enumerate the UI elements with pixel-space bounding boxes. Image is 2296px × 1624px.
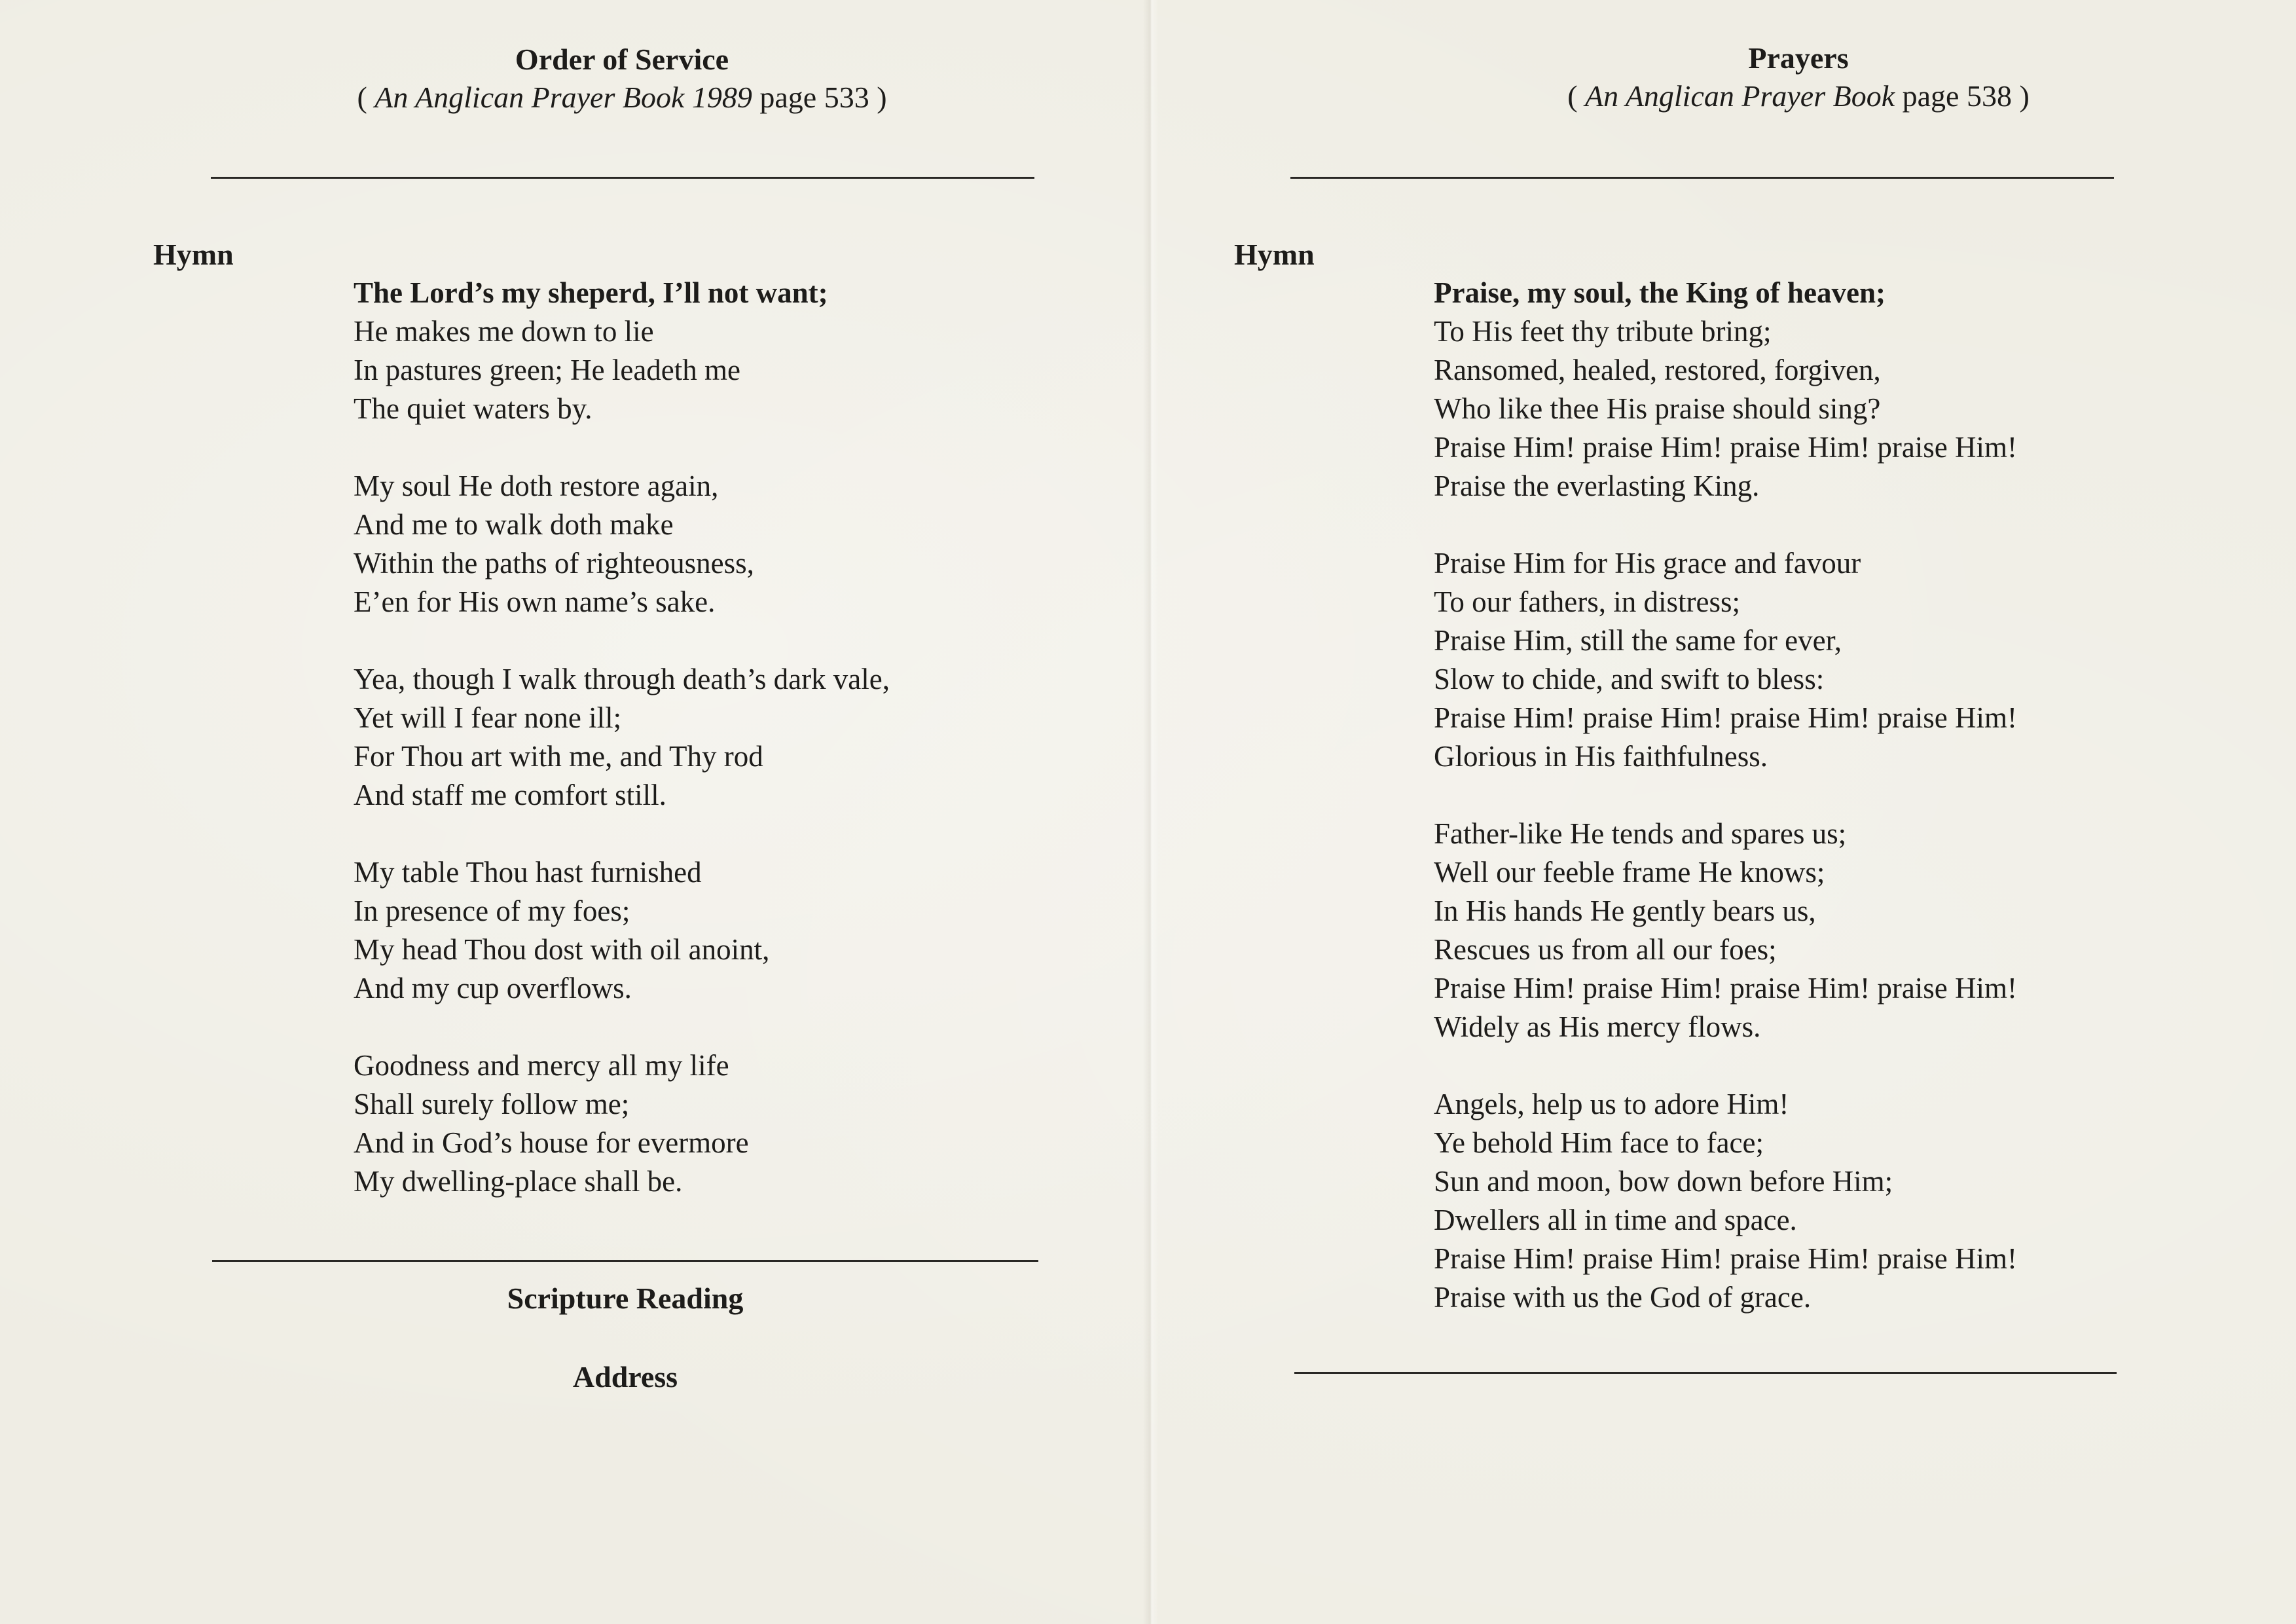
hymn-stanza [354, 274, 890, 428]
hymn-line: Widely as His mercy flows. [1434, 1010, 1761, 1043]
hymn-line: And staff me comfort still. [354, 779, 666, 811]
hymn-line: Praise the everlasting King. [1434, 470, 1760, 502]
hymn-first-line: The Lord’s my sheperd, I’ll not want; [354, 276, 828, 309]
hymn-line: Angels, help us to adore Him! [1434, 1088, 1789, 1120]
right-hymn-text [1434, 274, 2017, 1317]
hymn-line: And in God’s house for evermore [354, 1126, 749, 1159]
hymn-line: And my cup overflows. [354, 972, 632, 1005]
hymn-line: My soul He doth restore again, [354, 470, 719, 502]
hymn-stanza [354, 853, 890, 1008]
prayers-title: Prayers [1748, 41, 1849, 75]
hymn-stanza [1434, 544, 2017, 776]
hymn-line: Praise Him! praise Him! praise Him! praise Him! [1434, 1242, 2018, 1275]
hymn-line: In pastures green; He leadeth me [354, 354, 740, 386]
left-page [0, 0, 1146, 1624]
hymn-stanza [354, 1046, 890, 1201]
right-subtitle-open: ( [1567, 79, 1586, 113]
hymn-line: Ransomed, healed, restored, forgiven, [1434, 354, 1881, 386]
right-top-rule [1290, 177, 2114, 179]
left-hymn-label: Hymn [153, 238, 234, 271]
hymn-line: Rescues us from all our foes; [1434, 933, 1777, 966]
left-header [275, 41, 969, 117]
hymn-line: Praise Him! praise Him! praise Him! praise Him! [1434, 431, 2018, 464]
hymn-line: Sun and moon, bow down before Him; [1434, 1165, 1893, 1198]
hymn-stanza [354, 467, 890, 621]
hymn-line: Slow to chide, and swift to bless: [1434, 663, 1825, 695]
hymn-line: The quiet waters by. [354, 392, 592, 425]
right-subtitle-page: page 538 ) [1895, 79, 2030, 113]
right-subtitle [1432, 77, 2165, 115]
hymn-line: Shall surely follow me; [354, 1088, 630, 1120]
right-bottom-rule [1294, 1372, 2117, 1374]
left-subtitle-book: An Anglican Prayer Book 1989 [374, 81, 752, 114]
hymn-line: To our fathers, in distress; [1434, 585, 1741, 618]
hymn-line: He makes me down to lie [354, 315, 654, 348]
right-hymn-label: Hymn [1234, 238, 1315, 271]
hymn-line: E’en for His own name’s sake. [354, 585, 716, 618]
scripture-reading-heading: Scripture Reading [507, 1282, 744, 1315]
hymn-first-line: Praise, my soul, the King of heaven; [1434, 276, 1886, 309]
right-page [1150, 0, 2296, 1624]
left-bottom-rule [212, 1260, 1038, 1262]
hymn-line: Praise Him, still the same for ever, [1434, 624, 1842, 657]
hymn-stanza [354, 660, 890, 815]
hymn-line: Who like thee His praise should sing? [1434, 392, 1881, 425]
left-top-rule [211, 177, 1034, 179]
hymn-line: For Thou art with me, and Thy rod [354, 740, 763, 773]
hymn-line: Praise Him! praise Him! praise Him! praise Him! [1434, 972, 2018, 1005]
hymn-stanza [1434, 274, 2017, 506]
hymn-stanza [1434, 1085, 2017, 1317]
hymn-line: In presence of my foes; [354, 895, 630, 927]
hymn-line: Father-like He tends and spares us; [1434, 817, 1847, 850]
order-of-service-title: Order of Service [515, 43, 729, 76]
hymn-line: Within the paths of righteousness, [354, 547, 754, 580]
hymn-line: My dwelling-place shall be. [354, 1165, 683, 1198]
hymn-line: Well our feeble frame He knows; [1434, 856, 1825, 889]
hymn-line: Yet will I fear none ill; [354, 701, 622, 734]
left-subtitle-page: page 533 ) [752, 81, 887, 114]
hymn-line: Praise with us the God of grace. [1434, 1281, 1812, 1314]
address-heading: Address [572, 1360, 678, 1393]
hymn-stanza [1434, 815, 2017, 1046]
hymn-line: Praise Him! praise Him! praise Him! praise Him! [1434, 701, 2018, 734]
right-header [1432, 39, 2165, 115]
left-subtitle [275, 79, 969, 117]
left-hymn-text [354, 274, 890, 1201]
hymn-line: My table Thou hast furnished [354, 856, 702, 889]
hymn-line: To His feet thy tribute bring; [1434, 315, 1772, 348]
left-subtitle-open: ( [357, 81, 375, 114]
hymn-line: Dwellers all in time and space. [1434, 1204, 1797, 1236]
hymn-line: Yea, though I walk through death’s dark vale, [354, 663, 890, 695]
hymn-line: My head Thou dost with oil anoint, [354, 933, 770, 966]
hymn-line: Glorious in His faithfulness. [1434, 740, 1768, 773]
hymn-line: Praise Him for His grace and favour [1434, 547, 1861, 580]
hymn-line: Goodness and mercy all my life [354, 1049, 729, 1082]
hymn-line: Ye behold Him face to face; [1434, 1126, 1764, 1159]
right-subtitle-book: An Anglican Prayer Book [1585, 79, 1895, 113]
hymn-line: And me to walk doth make [354, 508, 674, 541]
hymn-line: In His hands He gently bears us, [1434, 895, 1816, 927]
